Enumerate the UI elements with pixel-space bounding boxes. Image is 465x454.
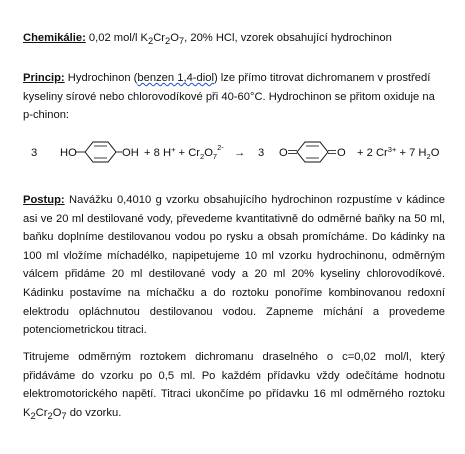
reagents-text — [144, 143, 224, 161]
principle-text: ) lze přímo titrovat dichromanem v prostředí kyseliny sírové nebo chlorovodíkové při 40-60°C. Hydrochinon se přitom oxiduje na p-chinon: — [23, 72, 435, 122]
titration-paragraph — [23, 348, 445, 426]
chemicals-text: Cr — [153, 32, 166, 44]
procedure-paragraph — [23, 191, 445, 340]
reaction-equation — [0, 137, 465, 171]
hydroxyl-right-label: OH — [122, 147, 139, 159]
chemicals-text: , 20% HCl, vzorek obsahující hydrochinon — [184, 32, 392, 44]
reagent-h: + 8 H — [144, 147, 172, 159]
subscript: 7 — [212, 152, 218, 161]
superscript: 2- — [217, 143, 224, 152]
chemicals-label: Chemikálie: — [23, 32, 86, 44]
principle-paragraph — [23, 69, 445, 125]
coefficient-left: 3 — [31, 147, 38, 159]
formula-subscript: 7 — [178, 36, 185, 47]
reagent-o: O — [204, 147, 213, 159]
chemicals-text: O — [170, 32, 179, 44]
formula-subscript: 2 — [148, 36, 154, 47]
titration-text: do vzorku. — [66, 406, 122, 419]
formula-subscript: 2 — [47, 411, 53, 422]
product-cr: + 2 Cr — [357, 147, 388, 159]
hydroxyl-left-label: HO — [60, 147, 77, 159]
chemicals-text: 0,02 mol/l K — [85, 32, 148, 44]
oxygen-left-label: O — [279, 147, 288, 159]
product-water: + 7 H — [396, 147, 427, 159]
formula-subscript: 2 — [30, 411, 36, 422]
products-text — [357, 145, 440, 161]
quinone-ring — [297, 142, 328, 162]
formula-subscript: 7 — [61, 411, 67, 422]
subscript: 2 — [426, 152, 431, 161]
procedure-text: Navážku 0,4010 g vzorku obsahujícího hydrochinon rozpustíme v kádince asi ve 20 ml destilované vody, převedeme kvantitativně do odměrné baňky na 50 ml, baňku doplníme destilovanou vodou po rysku a obsah promícháme. Do kádinky na 100 ml vložíme míchadélko, napipetujeme 10 ml vzorku hydrochinonu, odměrným válcem přidáme 20 ml destilované vody a 20 ml 20% kyseliny chlorovodíkové. Kádinku postavíme na míchačku a do roztoku ponoříme kombinovanou redoxní elektrodu opláchnutou destilovanou vodou. Zapneme míchání a provedeme potenciometrickou titraci. — [23, 194, 445, 337]
titration-text: Cr — [35, 406, 48, 419]
principle-label: Princip: — [23, 72, 65, 84]
subscript: 2 — [200, 152, 205, 161]
titration-text: O — [52, 406, 62, 419]
chemicals-paragraph — [23, 29, 445, 51]
superscript: + — [171, 145, 176, 154]
principle-text: Hydrochinon ( — [64, 72, 138, 84]
formula-subscript: 2 — [165, 36, 171, 47]
reaction-arrow: → — [234, 147, 246, 159]
coefficient-right: 3 — [258, 147, 265, 159]
oxygen-right-label: O — [337, 147, 346, 159]
procedure-label: Postup: — [23, 194, 65, 206]
product-o: O — [430, 147, 440, 159]
superscript: 3+ — [387, 145, 397, 154]
reagent-cr: + Cr — [175, 147, 201, 159]
spellcheck-underlined-text: benzen 1,4-diol — [137, 72, 214, 84]
hydroquinone-ring — [85, 142, 116, 162]
titration-text: Titrujeme odměrným roztokem dichromanu draselného o c=0,02 mol/l, který přidáváme do vzorku po 0,5 ml. Po každém přídavku vždy odečítáme hodnotu elektromotorického napětí. Titraci ukončíme po přídavku 16 ml odměrného roztoku K — [23, 351, 445, 419]
